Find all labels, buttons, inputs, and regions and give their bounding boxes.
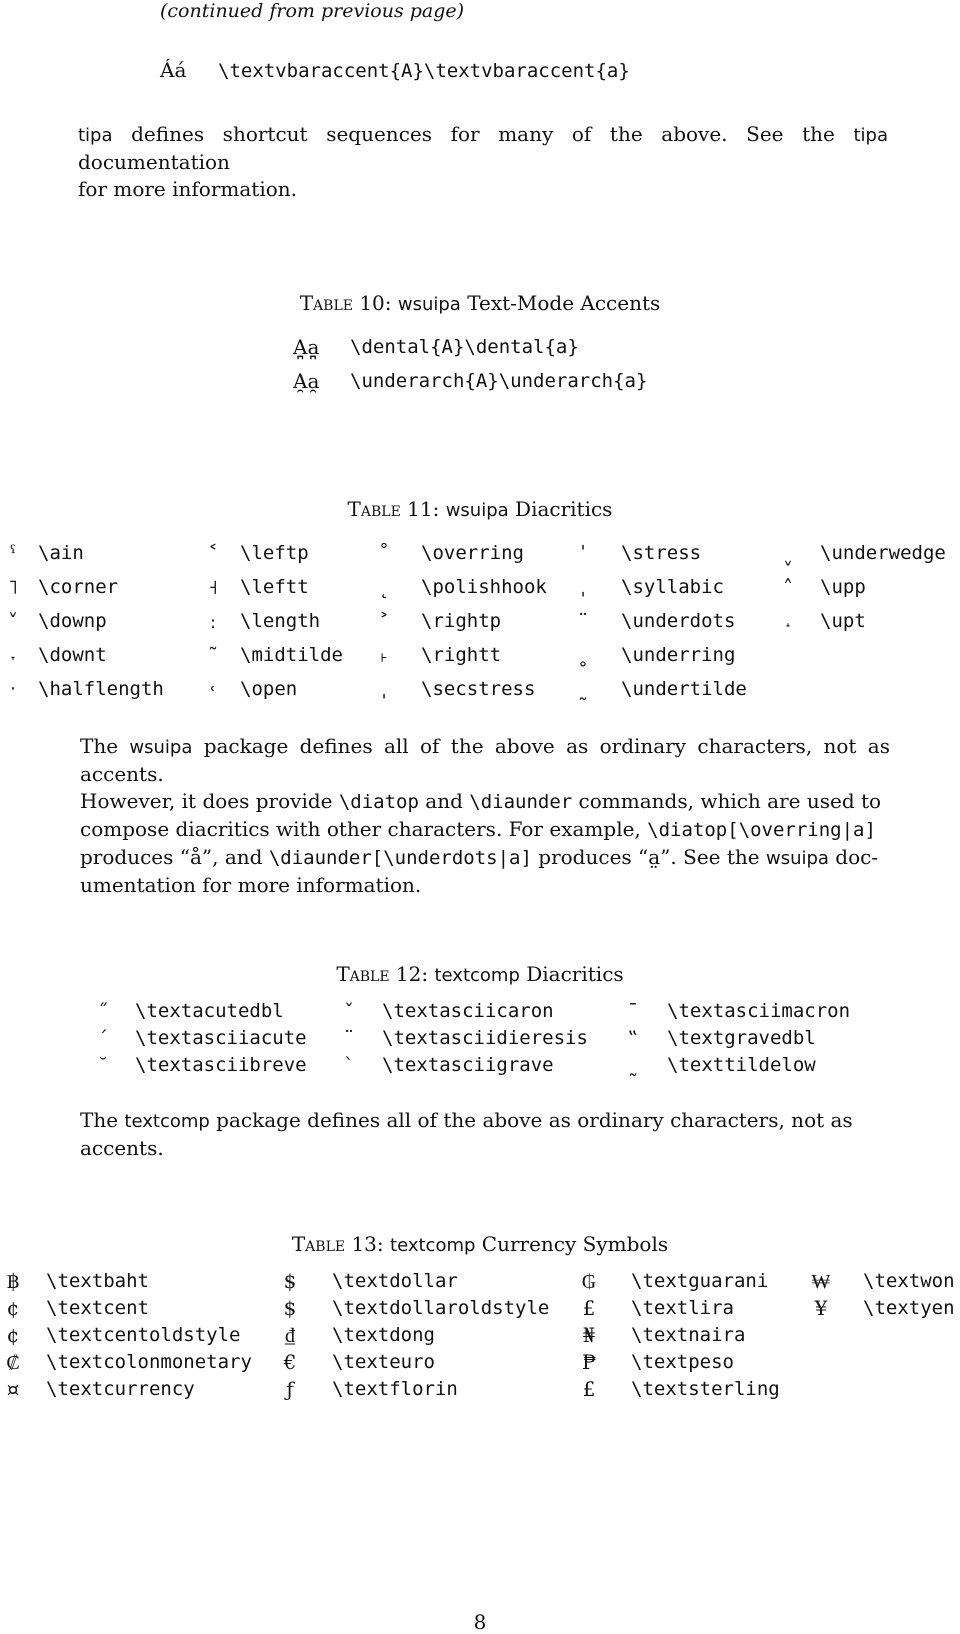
- command-name: \rightt: [421, 644, 502, 666]
- command-name: \downp: [38, 610, 107, 632]
- caption-label: Table 13:: [291, 1232, 384, 1256]
- caption-label: Table 12:: [336, 962, 429, 986]
- table-12-caption: [0, 962, 960, 986]
- inline-code: \diatop: [338, 791, 419, 813]
- text: package defines all of the above as ordinary characters, not as accents.: [80, 734, 890, 786]
- command-name: \textasciigrave: [382, 1054, 554, 1076]
- table-10-symbol: A̯a̯: [293, 369, 320, 393]
- text: The: [80, 1108, 125, 1132]
- text: The: [80, 734, 130, 758]
- symbol-glyph: ₩: [811, 1269, 831, 1293]
- text: defines shortcut sequences for many of the above. See the: [112, 122, 854, 146]
- text: and: [418, 789, 470, 813]
- symbol-glyph: ˳: [578, 643, 588, 667]
- package-name: wsuipa: [765, 848, 829, 869]
- symbol-glyph: ˔: [784, 609, 792, 633]
- package-name: tipa: [853, 125, 888, 146]
- package-name: tipa: [78, 125, 113, 146]
- command-name: \textguarani: [631, 1270, 769, 1292]
- command-name: \midtilde: [240, 644, 343, 666]
- package-name: textcomp: [390, 1235, 476, 1256]
- table-10-symbol: A̪a̪: [293, 335, 320, 359]
- command-name: \corner: [38, 576, 119, 598]
- prev-table-symbol: Áá: [160, 58, 187, 82]
- command-name: \textcent: [46, 1297, 149, 1319]
- symbol-glyph: `: [344, 1053, 354, 1077]
- symbol-glyph: ˷: [628, 1053, 638, 1077]
- symbol-glyph: ˌ: [580, 575, 586, 599]
- command-name: \leftp: [240, 542, 309, 564]
- prev-table-command: \textvbaraccent{A}\textvbaraccent{a}: [218, 60, 630, 82]
- text: commands, which are used to: [572, 789, 882, 813]
- text: produces “å”, and: [80, 845, 269, 869]
- symbol-glyph: ¢: [6, 1296, 20, 1320]
- symbol-glyph: ˧: [208, 575, 218, 599]
- symbol-glyph: ‟: [627, 1026, 639, 1050]
- command-name: \textasciibreve: [135, 1054, 307, 1076]
- package-name: wsuipa: [129, 737, 193, 758]
- command-name: \rightp: [421, 610, 502, 632]
- command-name: \textdollar: [332, 1270, 458, 1292]
- table-10-command: \dental{A}\dental{a}: [350, 336, 579, 358]
- symbol-glyph: ˃: [379, 609, 389, 633]
- tipa-note-line-1: [78, 121, 888, 176]
- table-10-caption: [0, 291, 960, 315]
- command-name: \downt: [38, 644, 107, 666]
- symbol-glyph: ˥: [8, 575, 18, 599]
- symbol-glyph: ¤: [6, 1377, 20, 1401]
- symbol-glyph: ₲: [581, 1269, 597, 1293]
- text: doc-: [828, 845, 879, 869]
- continued-note: (continued from previous page): [160, 0, 465, 22]
- textcomp-note: [80, 1107, 910, 1162]
- page-number: 8: [473, 1610, 487, 1634]
- command-name: \textasciiacute: [135, 1027, 307, 1049]
- symbol-glyph: £: [582, 1296, 596, 1320]
- package-name: wsuipa: [445, 500, 509, 521]
- table-10-command: \underarch{A}\underarch{a}: [350, 370, 648, 392]
- symbol-glyph: ˝: [98, 999, 108, 1023]
- tipa-note: [78, 121, 888, 203]
- symbol-glyph: ˅: [8, 609, 18, 633]
- command-name: \textdong: [332, 1324, 435, 1346]
- command-name: \leftt: [240, 576, 309, 598]
- wsuipa-note-line-4: [80, 844, 890, 872]
- command-name: \underwedge: [820, 542, 946, 564]
- caption-title: Diacritics: [508, 497, 613, 521]
- command-name: \undertilde: [621, 678, 747, 700]
- command-name: \textflorin: [332, 1378, 458, 1400]
- symbol-glyph: ₡: [6, 1350, 20, 1374]
- package-name: wsuipa: [397, 294, 461, 315]
- command-name: \texttildelow: [667, 1054, 816, 1076]
- text: produces “a̤”. See the: [531, 845, 766, 869]
- text: package defines all of the above as ordinary characters, not as accents.: [80, 1108, 853, 1160]
- text: documentation: [78, 150, 230, 174]
- symbol-glyph: ˑ: [9, 677, 17, 701]
- wsuipa-note-line-2: [80, 788, 890, 816]
- wsuipa-note-line-3: [80, 816, 890, 844]
- command-name: \textacutedbl: [135, 1000, 284, 1022]
- command-name: \textasciicaron: [382, 1000, 554, 1022]
- inline-code: \diatop[\overring|a]: [647, 819, 876, 841]
- command-name: \textgravedbl: [667, 1027, 816, 1049]
- symbol-glyph: ˜: [208, 643, 218, 667]
- caption-label: Table 11:: [347, 497, 440, 521]
- command-name: \underring: [621, 644, 736, 666]
- package-name: textcomp: [124, 1111, 210, 1132]
- command-name: \textcentoldstyle: [46, 1324, 241, 1346]
- symbol-glyph: ˛: [379, 575, 389, 599]
- symbol-glyph: ˇ: [344, 999, 354, 1023]
- symbol-glyph: ₦: [582, 1323, 596, 1347]
- command-name: \textwon: [863, 1270, 955, 1292]
- command-name: \upt: [820, 610, 866, 632]
- caption-title: Text-Mode Accents: [460, 291, 661, 315]
- inline-code: \diaunder[\underdots|a]: [268, 847, 532, 869]
- command-name: \texteuro: [332, 1351, 435, 1373]
- command-name: \textasciimacron: [667, 1000, 851, 1022]
- symbol-glyph: ˂: [208, 541, 218, 565]
- symbol-glyph: ˚: [379, 541, 389, 565]
- symbol-glyph: ˷: [578, 677, 588, 701]
- symbol-glyph: ˄: [783, 575, 793, 599]
- command-name: \syllabic: [621, 576, 724, 598]
- caption-title: Currency Symbols: [475, 1232, 669, 1256]
- symbol-glyph: ¯: [628, 999, 638, 1023]
- table-13-caption: [0, 1232, 960, 1256]
- symbol-glyph: ฿: [6, 1269, 20, 1293]
- command-name: \textyen: [863, 1297, 955, 1319]
- command-name: \halflength: [38, 678, 164, 700]
- command-name: \ain: [38, 542, 84, 564]
- symbol-glyph: ¨: [344, 1026, 354, 1050]
- command-name: \overring: [421, 542, 524, 564]
- command-name: \underdots: [621, 610, 736, 632]
- symbol-glyph: ˓: [209, 677, 217, 701]
- command-name: \textcurrency: [46, 1378, 195, 1400]
- symbol-glyph: ¥: [814, 1296, 828, 1320]
- command-name: \textsterling: [631, 1378, 780, 1400]
- command-name: \textbaht: [46, 1270, 149, 1292]
- symbol-glyph: ˌ: [381, 677, 387, 701]
- symbol-glyph: €: [283, 1350, 297, 1374]
- command-name: \textlira: [631, 1297, 734, 1319]
- symbol-glyph: ˘: [98, 1053, 108, 1077]
- symbol-glyph: $: [283, 1296, 297, 1320]
- symbol-glyph: ₱: [581, 1350, 597, 1374]
- symbol-glyph: ₫: [284, 1323, 296, 1347]
- text: However, it does provide: [80, 789, 339, 813]
- symbol-glyph: ¨: [578, 609, 588, 633]
- tipa-note-line-2: for more information.: [78, 177, 298, 201]
- command-name: \textpeso: [631, 1351, 734, 1373]
- symbol-glyph: $: [283, 1269, 297, 1293]
- package-name: textcomp: [434, 965, 520, 986]
- caption-title: Diacritics: [519, 962, 624, 986]
- text: compose diacritics with other characters. For example,: [80, 817, 648, 841]
- symbol-glyph: ˫: [380, 643, 388, 667]
- caption-label: Table 10:: [299, 291, 392, 315]
- symbol-glyph: ː: [209, 609, 217, 633]
- symbol-glyph: ƒ: [286, 1377, 294, 1401]
- inline-code: \diaunder: [469, 791, 573, 813]
- wsuipa-note-line-1: [80, 733, 890, 788]
- symbol-glyph: ´: [98, 1026, 108, 1050]
- wsuipa-note: [80, 733, 890, 899]
- command-name: \textdollaroldstyle: [332, 1297, 550, 1319]
- table-11-caption: [0, 497, 960, 521]
- symbol-glyph: ˁ: [10, 541, 16, 565]
- command-name: \polishhook: [421, 576, 547, 598]
- symbol-glyph: ˕: [9, 643, 17, 667]
- symbol-glyph: £: [582, 1377, 596, 1401]
- symbol-glyph: ˈ: [580, 541, 586, 565]
- symbol-glyph: ¢: [6, 1323, 20, 1347]
- command-name: \textasciidieresis: [382, 1027, 588, 1049]
- command-name: \stress: [621, 542, 702, 564]
- symbol-glyph: ˬ: [783, 541, 793, 565]
- command-name: \upp: [820, 576, 866, 598]
- wsuipa-note-line-5: umentation for more information.: [80, 873, 422, 897]
- command-name: \textnaira: [631, 1324, 746, 1346]
- command-name: \length: [240, 610, 321, 632]
- command-name: \open: [240, 678, 298, 700]
- command-name: \secstress: [421, 678, 536, 700]
- command-name: \textcolonmonetary: [46, 1351, 252, 1373]
